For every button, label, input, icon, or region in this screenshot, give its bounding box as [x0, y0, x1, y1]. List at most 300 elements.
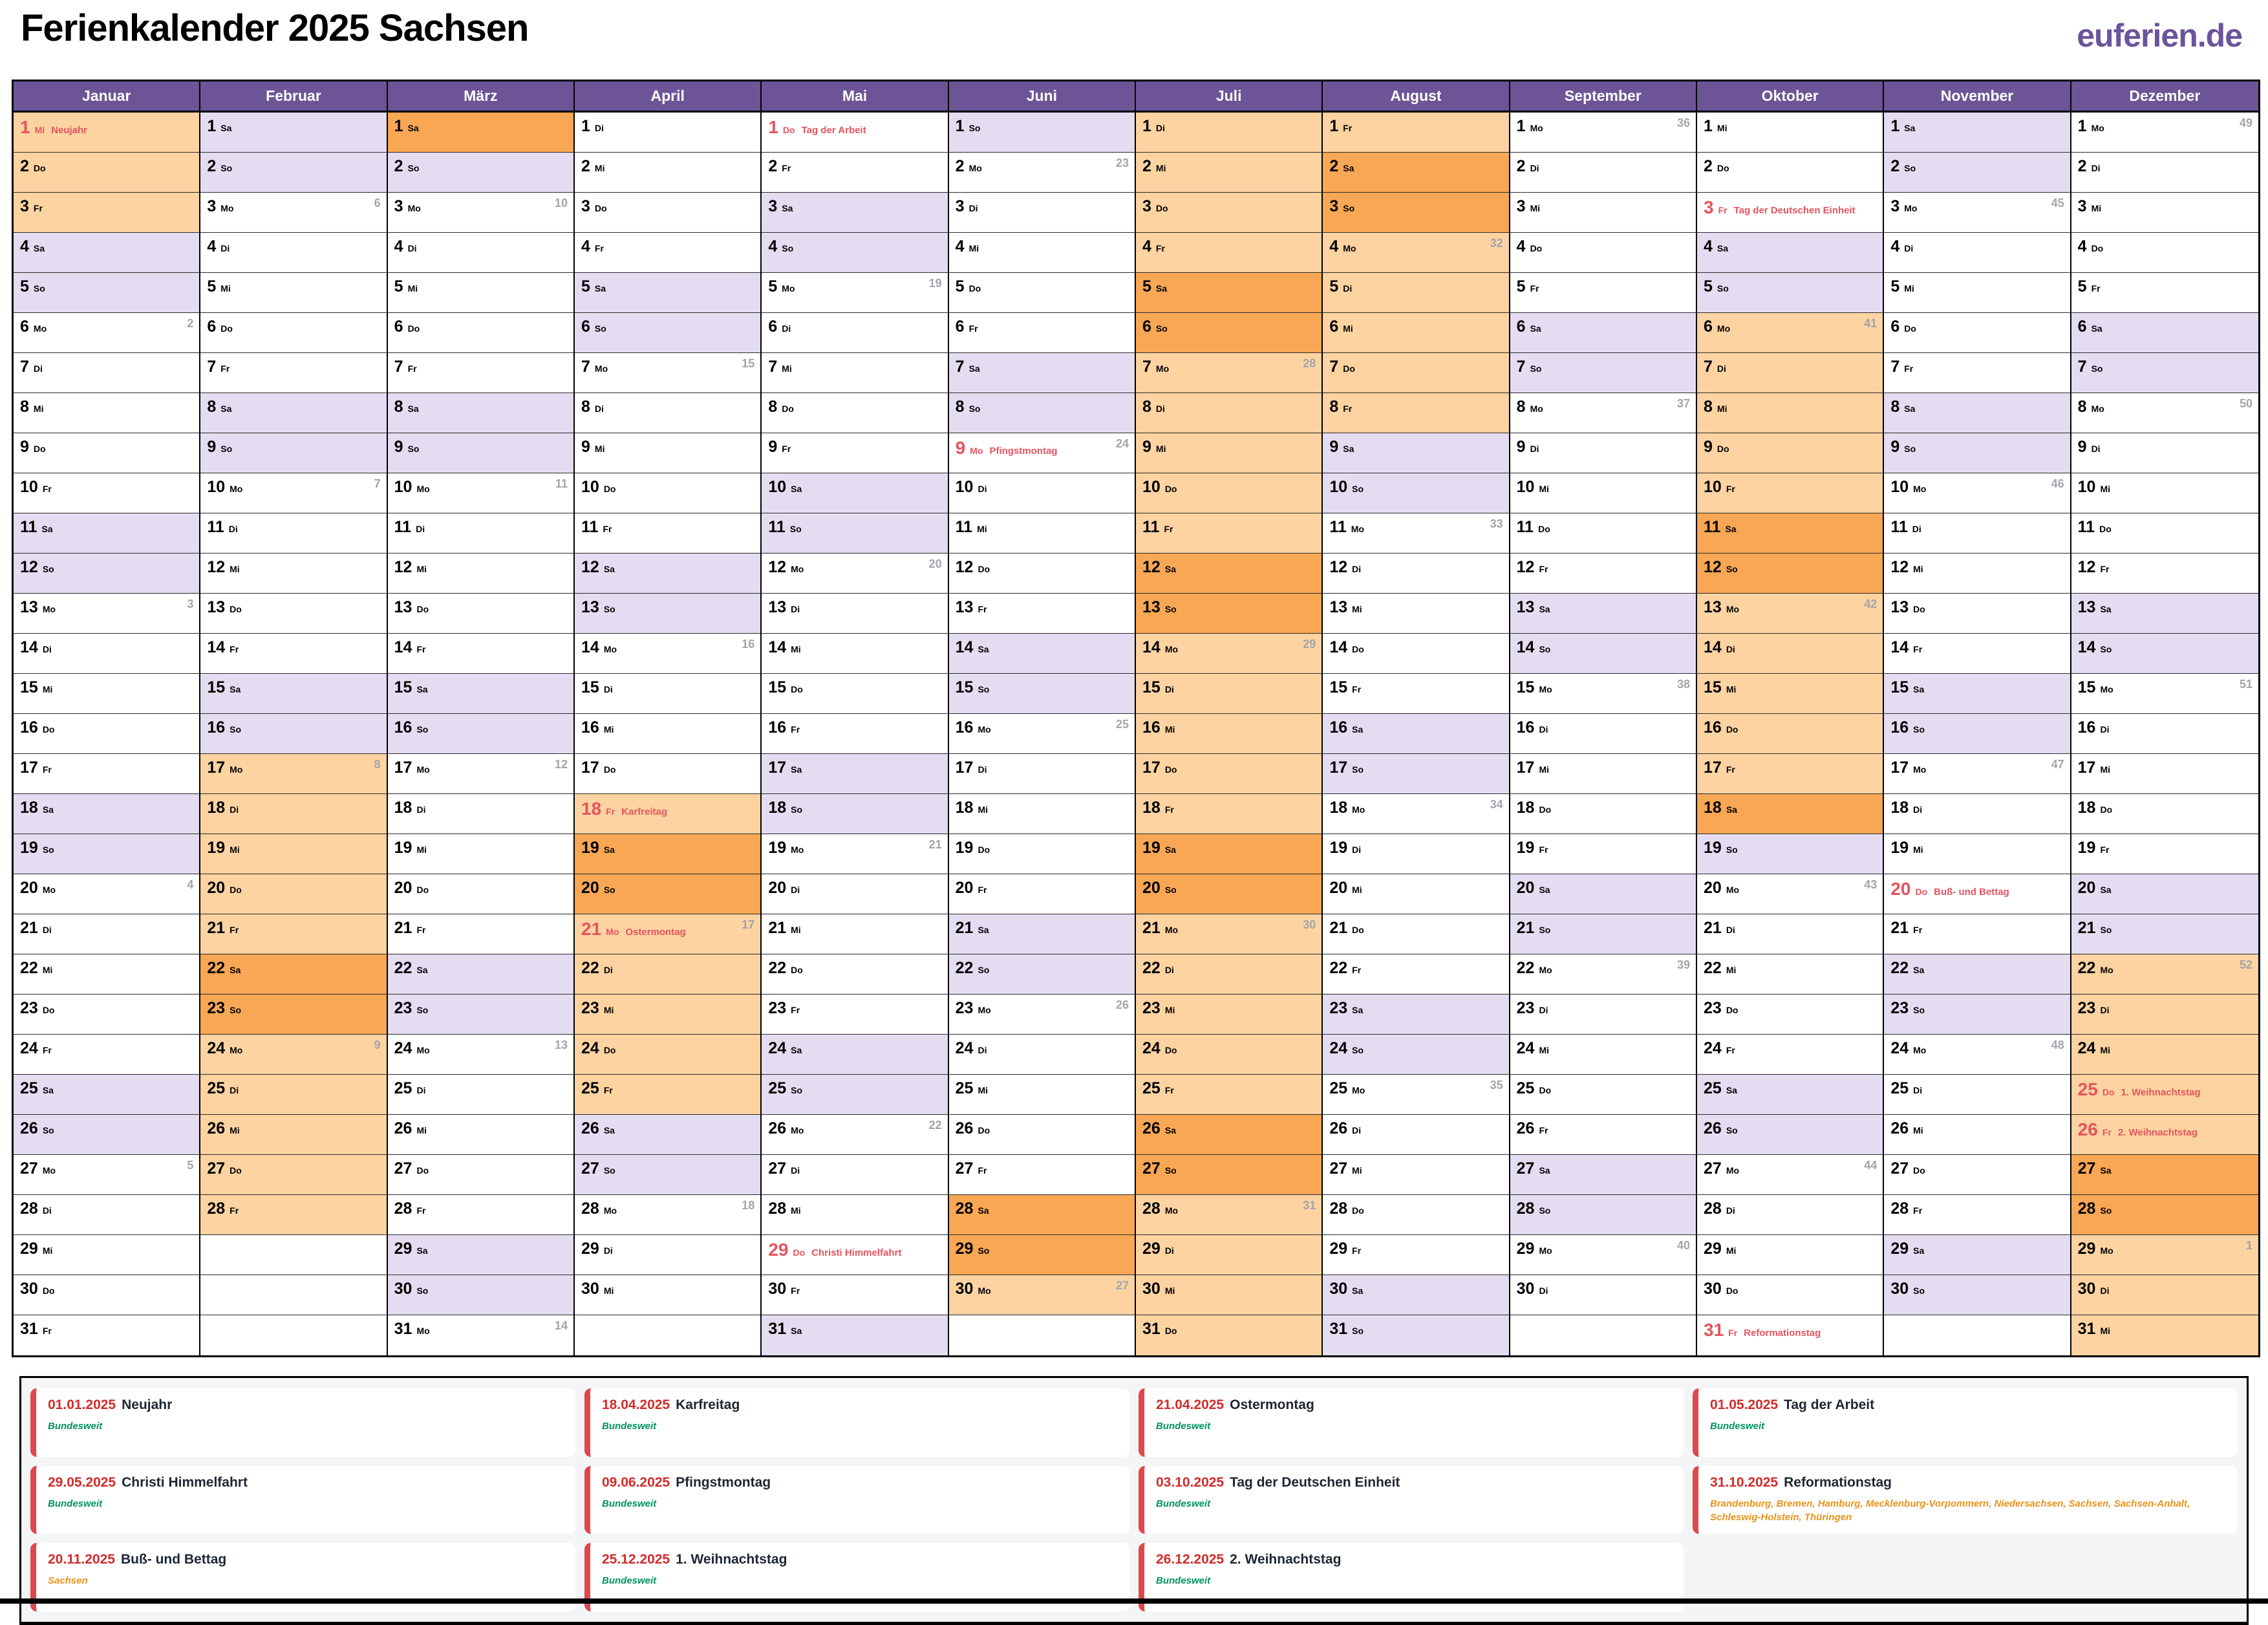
- day-cell: [1884, 554, 2070, 594]
- day-cell: [388, 874, 573, 914]
- day-number: 26: [1516, 1119, 1535, 1137]
- day-number: 10: [1516, 478, 1535, 496]
- day-cell: [1697, 754, 1883, 794]
- weekday-label: Sa: [978, 925, 989, 935]
- day-cell: [14, 714, 199, 754]
- weekday-label: Do: [968, 283, 981, 294]
- day-number: 21: [1142, 919, 1161, 937]
- week-number: 2: [187, 317, 194, 330]
- weekday-label: Fr: [1726, 484, 1735, 494]
- day-number: 23: [1516, 999, 1535, 1017]
- weekday-label: Sa: [1164, 1125, 1176, 1135]
- weekday-label: Fr: [2100, 564, 2110, 574]
- day-cell: [575, 594, 760, 634]
- day-number: 7: [394, 358, 403, 376]
- day-cell: [2071, 874, 2258, 914]
- weekday-label: So: [407, 163, 420, 173]
- day-cell: [949, 674, 1135, 714]
- day-number: 21: [1704, 919, 1722, 937]
- weekday-label: Do: [407, 323, 420, 334]
- weekday-label: Fr: [782, 163, 791, 173]
- day-cell: [1697, 153, 1883, 193]
- day-cell: [575, 393, 760, 433]
- day-cell: [1510, 1155, 1696, 1195]
- day-number: 4: [1516, 237, 1526, 255]
- day-cell: [949, 1195, 1135, 1235]
- day-cell: [14, 193, 199, 233]
- day-cell: [1510, 954, 1696, 995]
- day-number: 12: [955, 558, 974, 576]
- weekday-label: Mi: [42, 684, 53, 694]
- day-cell: [1136, 914, 1321, 954]
- weekday-label: Mi: [1726, 684, 1737, 694]
- month-header: November: [1884, 81, 2070, 113]
- day-cell: [949, 153, 1135, 193]
- day-number: 8: [1704, 398, 1713, 416]
- day-number: 27: [1890, 1159, 1909, 1178]
- weekday-label: Mi: [1164, 1005, 1175, 1015]
- day-cell: [14, 794, 199, 834]
- weekday-label: Do: [978, 845, 990, 855]
- day-cell: [1323, 153, 1508, 193]
- day-cell: [1884, 594, 2070, 634]
- weekday-label: So: [1913, 724, 1925, 735]
- day-cell: [14, 954, 199, 995]
- day-number: 3: [207, 197, 217, 215]
- day-number: 20: [1890, 879, 1911, 899]
- weekday-label: Do: [1726, 1286, 1738, 1296]
- day-cell: [949, 995, 1135, 1035]
- day-cell: [2071, 313, 2258, 353]
- day-number: 31: [1142, 1320, 1161, 1338]
- day-number: 24: [768, 1039, 787, 1057]
- day-cell: [200, 834, 386, 874]
- day-cell: [388, 393, 573, 433]
- day-cell: [762, 674, 947, 714]
- week-number: 37: [1676, 397, 1690, 410]
- day-number: 13: [1516, 598, 1535, 616]
- day-number: 18: [768, 799, 787, 817]
- day-cell: [1136, 273, 1321, 313]
- week-number: 24: [1115, 437, 1129, 450]
- day-number: 17: [955, 759, 974, 777]
- day-cell: [762, 113, 947, 153]
- day-number: 8: [1329, 398, 1339, 416]
- weekday-label: Do: [2091, 243, 2104, 253]
- day-number: 13: [207, 598, 226, 616]
- weekday-label: Di: [1726, 925, 1735, 935]
- day-number: 17: [394, 759, 412, 777]
- weekday-label: Mo: [42, 1165, 56, 1176]
- legend-holiday-name: 2. Weihnachtstag: [1230, 1552, 1342, 1567]
- day-number: 13: [1704, 598, 1722, 616]
- weekday-label: Mi: [603, 1286, 614, 1296]
- day-number: 21: [207, 919, 226, 937]
- weekday-label: So: [2100, 1205, 2112, 1216]
- weekday-label: Mo: [1352, 1085, 1365, 1095]
- day-number: 27: [768, 1159, 787, 1178]
- day-number: 12: [207, 558, 226, 576]
- day-number: 11: [1329, 518, 1347, 536]
- weekday-label: Mo: [416, 1326, 430, 1336]
- day-cell: [388, 1235, 573, 1275]
- day-cell: [762, 273, 947, 313]
- day-number: 5: [2077, 277, 2087, 296]
- day-number: 12: [2077, 558, 2096, 576]
- day-number: 19: [207, 839, 226, 857]
- day-cell: [1697, 353, 1883, 393]
- month-header: Dezember: [2071, 81, 2258, 113]
- day-number: 6: [1704, 317, 1713, 336]
- day-number: 3: [768, 197, 778, 215]
- weekday-label: Fr: [416, 925, 426, 935]
- weekday-label: Fr: [1718, 205, 1728, 215]
- day-cell: [388, 714, 573, 754]
- day-cell: [762, 433, 947, 473]
- day-number: 17: [1704, 759, 1722, 777]
- weekday-label: So: [1155, 323, 1168, 334]
- weekday-label: Mo: [42, 604, 56, 614]
- day-number: 25: [768, 1079, 787, 1097]
- day-cell: [1510, 1035, 1696, 1075]
- month-header: Juni: [949, 81, 1135, 113]
- day-cell: [1136, 874, 1321, 914]
- day-number: 28: [1142, 1200, 1161, 1218]
- day-cell: [575, 914, 760, 954]
- day-cell: [1884, 353, 2070, 393]
- weekday-label: Mi: [416, 845, 427, 855]
- weekday-label: Mo: [603, 1205, 617, 1216]
- weekday-label: Mo: [1530, 123, 1543, 133]
- weekday-label: Sa: [1164, 564, 1176, 574]
- day-number: 27: [1516, 1159, 1535, 1178]
- legend-card: [30, 1466, 575, 1534]
- weekday-label: Mo: [416, 1045, 430, 1055]
- day-cell: [949, 353, 1135, 393]
- weekday-label: Sa: [968, 363, 980, 374]
- weekday-label: So: [1539, 925, 1551, 935]
- day-cell: [949, 273, 1135, 313]
- weekday-label: Sa: [2100, 1165, 2112, 1176]
- day-cell: [14, 834, 199, 874]
- day-cell: [1136, 674, 1321, 714]
- weekday-label: Do: [1539, 1085, 1552, 1095]
- day-number: 6: [1142, 317, 1151, 336]
- day-number: 3: [394, 197, 403, 215]
- day-number: 15: [1329, 678, 1348, 696]
- day-cell: [200, 954, 386, 995]
- day-cell: [1323, 393, 1508, 433]
- day-number: 7: [768, 358, 778, 376]
- weekday-label: Do: [1915, 887, 1928, 897]
- legend-region: Bundesweit: [48, 1421, 103, 1432]
- day-number: 4: [768, 237, 778, 255]
- day-cell: [1510, 193, 1696, 233]
- day-number: 1: [20, 117, 30, 137]
- day-number: 4: [955, 237, 965, 255]
- day-number: 11: [768, 518, 786, 536]
- day-cell: [1884, 834, 2070, 874]
- day-cell: [762, 193, 947, 233]
- day-cell: [2071, 594, 2258, 634]
- day-number: 17: [1329, 759, 1348, 777]
- day-cell: [1697, 1155, 1883, 1195]
- weekday-label: Mi: [1717, 404, 1728, 414]
- day-cell: [1136, 513, 1321, 554]
- weekday-label: So: [1352, 1326, 1364, 1336]
- empty-day-cell: [200, 1275, 386, 1315]
- day-cell: [200, 1115, 386, 1155]
- weekday-label: Fr: [42, 764, 52, 775]
- week-number: 36: [1676, 116, 1690, 129]
- day-cell: [1323, 513, 1508, 554]
- day-cell: [1136, 433, 1321, 473]
- day-number: 3: [955, 197, 965, 215]
- week-number: 47: [2051, 758, 2064, 771]
- weekday-label: So: [2091, 363, 2103, 374]
- week-number: 19: [928, 277, 942, 290]
- legend-holiday-name: Christi Himmelfahrt: [122, 1474, 248, 1490]
- month-column-august: [1323, 81, 1510, 1355]
- weekday-label: Fr: [1352, 684, 1362, 694]
- day-cell: [575, 1275, 760, 1315]
- weekday-label: Do: [1343, 363, 1355, 374]
- day-number: 5: [581, 277, 590, 296]
- day-number: 10: [207, 478, 226, 496]
- weekday-label: So: [1913, 1005, 1925, 1015]
- day-number: 26: [20, 1119, 38, 1137]
- day-number: 16: [1142, 718, 1161, 737]
- week-number: 13: [554, 1038, 568, 1051]
- weekday-label: Fr: [230, 925, 239, 935]
- day-number: 16: [2077, 718, 2096, 737]
- day-cell: [2071, 714, 2258, 754]
- weekday-label: Mo: [1352, 804, 1365, 815]
- month-header: August: [1323, 81, 1508, 113]
- day-number: 9: [207, 438, 217, 456]
- weekday-label: Mi: [603, 724, 614, 735]
- day-cell: [200, 273, 386, 313]
- weekday-label: Di: [220, 243, 230, 253]
- day-cell: [1884, 674, 2070, 714]
- weekday-label: Fr: [1913, 925, 1923, 935]
- weekday-label: Mi: [791, 925, 801, 935]
- day-number: 2: [2077, 157, 2087, 175]
- weekday-label: Mo: [1726, 1165, 1740, 1176]
- day-cell: [2071, 473, 2258, 513]
- day-cell: [1323, 954, 1508, 995]
- day-cell: [1136, 1075, 1321, 1115]
- weekday-label: Mi: [1352, 604, 1362, 614]
- weekday-label: Do: [1530, 243, 1543, 253]
- weekday-label: Di: [1539, 1005, 1548, 1015]
- weekday-label: Mi: [1352, 885, 1362, 895]
- day-cell: [388, 834, 573, 874]
- day-cell: [762, 1075, 947, 1115]
- weekday-label: Sa: [791, 484, 802, 494]
- day-cell: [1323, 754, 1508, 794]
- weekday-label: Di: [33, 363, 43, 374]
- day-cell: [200, 473, 386, 513]
- day-cell: [1136, 313, 1321, 353]
- day-number: 3: [2077, 197, 2087, 215]
- day-cell: [388, 1035, 573, 1075]
- day-number: 7: [207, 358, 217, 376]
- day-cell: [388, 193, 573, 233]
- weekday-label: Do: [978, 1125, 990, 1135]
- weekday-label: Mo: [2100, 684, 2113, 694]
- day-cell: [1697, 513, 1883, 554]
- day-cell: [14, 754, 199, 794]
- day-cell: [2071, 634, 2258, 674]
- weekday-label: Di: [603, 684, 613, 694]
- week-number: 8: [374, 758, 381, 771]
- day-number: 8: [581, 398, 590, 416]
- day-cell: [14, 1075, 199, 1115]
- weekday-label: Fr: [416, 644, 426, 654]
- day-cell: [1510, 113, 1696, 153]
- weekday-label: Sa: [416, 965, 428, 975]
- day-number: 11: [394, 518, 412, 536]
- day-cell: [1884, 995, 2070, 1035]
- day-number: 11: [1516, 518, 1534, 536]
- day-number: 30: [394, 1280, 412, 1298]
- weekday-label: Sa: [594, 283, 606, 294]
- day-cell: [1323, 674, 1508, 714]
- day-number: 24: [1890, 1039, 1909, 1057]
- weekday-label: Mi: [1164, 724, 1175, 735]
- weekday-label: Sa: [978, 1205, 989, 1216]
- weekday-label: Do: [594, 203, 607, 213]
- day-cell: [388, 634, 573, 674]
- legend-card: [1693, 1466, 2238, 1534]
- day-number: 23: [1704, 999, 1722, 1017]
- day-cell: [949, 554, 1135, 594]
- day-cell: [762, 393, 947, 433]
- empty-day-cell: [200, 1235, 386, 1275]
- day-number: 13: [394, 598, 412, 616]
- day-number: 7: [2077, 358, 2087, 376]
- weekday-label: Mi: [2100, 1045, 2111, 1055]
- day-number: 14: [2077, 638, 2096, 656]
- site-logo[interactable]: euferien.de: [2077, 17, 2242, 54]
- weekday-label: Mo: [416, 484, 430, 494]
- day-cell: [1136, 594, 1321, 634]
- day-cell: [949, 233, 1135, 273]
- weekday-label: Do: [978, 564, 990, 574]
- day-cell: [14, 995, 199, 1035]
- day-cell: [200, 995, 386, 1035]
- day-number: 26: [394, 1119, 412, 1137]
- weekday-label: Mi: [1539, 764, 1550, 775]
- legend-holiday-name: Tag der Deutschen Einheit: [1230, 1474, 1400, 1490]
- day-number: 3: [20, 197, 29, 215]
- day-cell: [14, 914, 199, 954]
- day-number: 27: [955, 1159, 974, 1178]
- weekday-label: Do: [603, 484, 616, 494]
- day-cell: [1697, 313, 1883, 353]
- day-number: 23: [1890, 999, 1909, 1017]
- weekday-label: So: [416, 1005, 429, 1015]
- weekday-label: Mi: [968, 243, 979, 253]
- weekday-label: Di: [2100, 1286, 2110, 1296]
- weekday-label: Sa: [1530, 323, 1541, 334]
- day-cell: [2071, 1235, 2258, 1275]
- day-number: 20: [955, 879, 974, 897]
- day-number: 14: [1704, 638, 1722, 656]
- day-number: 11: [1142, 518, 1160, 536]
- day-number: 18: [1516, 799, 1535, 817]
- weekday-label: Sa: [1726, 1085, 1737, 1095]
- day-cell: [1884, 914, 2070, 954]
- legend-date: 18.04.2025: [602, 1397, 670, 1412]
- weekday-label: Sa: [33, 243, 45, 253]
- day-cell: [1510, 1115, 1696, 1155]
- day-cell: [575, 353, 760, 393]
- day-cell: [1136, 193, 1321, 233]
- weekday-label: Mo: [1904, 203, 1918, 213]
- holiday-label: Buß- und Bettag: [1934, 887, 2009, 898]
- day-number: 25: [20, 1079, 38, 1097]
- day-cell: [762, 1275, 947, 1315]
- day-number: 29: [2077, 1240, 2096, 1258]
- day-number: 8: [2077, 398, 2087, 416]
- day-number: 13: [1142, 598, 1161, 616]
- month-column-märz: [388, 81, 575, 1355]
- day-number: 9: [581, 438, 590, 456]
- week-number: 43: [1864, 878, 1878, 891]
- month-column-juni: [949, 81, 1136, 1355]
- day-cell: [1136, 1315, 1321, 1355]
- day-cell: [388, 313, 573, 353]
- day-cell: [1323, 914, 1508, 954]
- weekday-label: Sa: [1352, 724, 1364, 735]
- weekday-label: Fr: [1343, 404, 1353, 414]
- day-number: 9: [394, 438, 403, 456]
- weekday-label: Sa: [603, 564, 615, 574]
- day-number: 6: [394, 317, 403, 336]
- day-cell: [200, 554, 386, 594]
- day-number: 18: [394, 799, 412, 817]
- weekday-label: Mo: [230, 484, 243, 494]
- weekday-label: Do: [1913, 1165, 1925, 1176]
- weekday-label: Mi: [42, 965, 53, 975]
- day-number: 28: [1516, 1200, 1535, 1218]
- day-cell: [14, 1195, 199, 1235]
- week-number: 26: [1115, 998, 1129, 1011]
- day-cell: [1510, 433, 1696, 473]
- week-number: 28: [1303, 357, 1316, 370]
- day-cell: [1884, 233, 2070, 273]
- day-cell: [575, 113, 760, 153]
- day-number: 24: [394, 1039, 412, 1057]
- day-number: 17: [1142, 759, 1161, 777]
- day-cell: [1884, 113, 2070, 153]
- weekday-label: So: [603, 604, 615, 614]
- legend-region: Bundesweit: [602, 1498, 657, 1509]
- weekday-label: Sa: [41, 524, 53, 534]
- day-number: 19: [581, 839, 599, 857]
- legend-holiday-name: Tag der Arbeit: [1784, 1397, 1875, 1412]
- day-number: 28: [394, 1200, 412, 1218]
- day-number: 28: [2077, 1200, 2096, 1218]
- day-cell: [1510, 914, 1696, 954]
- day-number: 10: [581, 478, 599, 496]
- day-cell: [2071, 1075, 2258, 1115]
- day-cell: [1323, 473, 1508, 513]
- weekday-label: Do: [416, 1165, 429, 1176]
- day-number: 14: [207, 638, 226, 656]
